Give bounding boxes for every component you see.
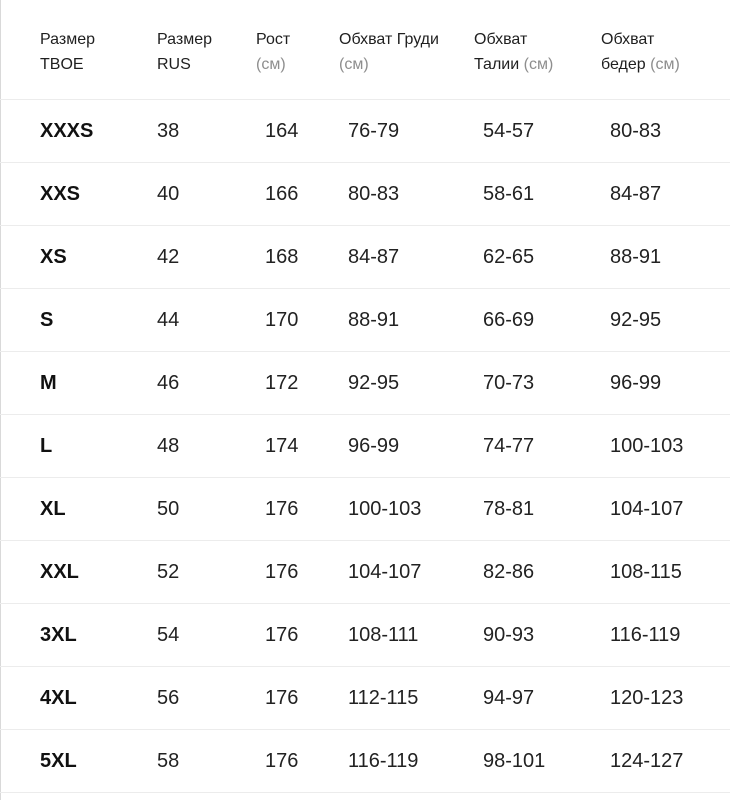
- cell-waist: 58-61: [483, 183, 535, 205]
- cell-size-tvoe: 3XL: [40, 624, 77, 646]
- cell-size-tvoe: L: [40, 435, 53, 457]
- cell-height: 176: [265, 561, 299, 583]
- table-row: [0, 352, 730, 415]
- header-line: Обхват: [474, 31, 528, 48]
- header-chest: [339, 27, 439, 77]
- table-row: [0, 667, 730, 730]
- cell-chest: 104-107: [348, 561, 422, 583]
- header-line: Размер: [157, 31, 212, 48]
- cell-waist: 66-69: [483, 309, 535, 331]
- header-line: TBOE: [40, 56, 84, 73]
- cell-height: 168: [265, 246, 299, 268]
- cell-size-tvoe: 5XL: [40, 750, 77, 772]
- cell-waist: 94-97: [483, 687, 535, 709]
- cell-hips: 120-123: [610, 687, 684, 709]
- cell-hips: 100-103: [610, 435, 684, 457]
- cell-size-rus: 48: [157, 435, 180, 457]
- header-unit: (см): [523, 56, 554, 73]
- cell-height: 170: [265, 309, 299, 331]
- header-line: Обхват: [601, 31, 655, 48]
- header-line: Обхват Груди: [339, 31, 439, 48]
- header-line: Рост: [256, 31, 291, 48]
- cell-size-rus: 38: [157, 120, 180, 142]
- cell-size-tvoe: XL: [40, 498, 66, 520]
- cell-waist: 74-77: [483, 435, 535, 457]
- cell-size-rus: 54: [157, 624, 180, 646]
- cell-chest: 92-95: [348, 372, 400, 394]
- header-hips: [601, 27, 680, 77]
- cell-size-rus: 44: [157, 309, 180, 331]
- table-row: [0, 289, 730, 352]
- cell-size-tvoe: 4XL: [40, 687, 77, 709]
- table-row: [0, 100, 730, 163]
- cell-hips: 92-95: [610, 309, 662, 331]
- cell-size-rus: 50: [157, 498, 180, 520]
- cell-chest: 96-99: [348, 435, 400, 457]
- cell-chest: 112-115: [348, 687, 419, 709]
- table-header-row: [0, 0, 730, 100]
- cell-size-tvoe: XXL: [40, 561, 79, 583]
- cell-height: 174: [265, 435, 299, 457]
- cell-hips: 104-107: [610, 498, 684, 520]
- cell-hips: 80-83: [610, 120, 662, 142]
- cell-waist: 70-73: [483, 372, 535, 394]
- header-unit: (см): [650, 56, 680, 73]
- header-size-rus: [157, 27, 212, 77]
- header-line: RUS: [157, 56, 191, 73]
- table-row: [0, 478, 730, 541]
- cell-waist: 98-101: [483, 750, 546, 772]
- cell-size-rus: 46: [157, 372, 180, 394]
- cell-chest: 80-83: [348, 183, 400, 205]
- cell-chest: 108-111: [348, 624, 419, 646]
- header-height: [256, 27, 290, 77]
- cell-size-rus: 42: [157, 246, 180, 268]
- header-waist: [474, 27, 553, 77]
- cell-height: 164: [265, 120, 299, 142]
- cell-height: 166: [265, 183, 299, 205]
- header-line: бедер: [601, 56, 651, 73]
- cell-hips: 116-119: [610, 624, 681, 646]
- header-unit: (см): [339, 56, 369, 73]
- cell-waist: 54-57: [483, 120, 535, 142]
- header-line: Размер: [40, 31, 95, 48]
- header-size-tvoe: [40, 27, 95, 77]
- cell-size-tvoe: XS: [40, 246, 67, 268]
- cell-waist: 78-81: [483, 498, 535, 520]
- cell-size-rus: 52: [157, 561, 180, 583]
- cell-height: 176: [265, 498, 299, 520]
- cell-height: 176: [265, 624, 299, 646]
- table-row: [0, 226, 730, 289]
- cell-waist: 62-65: [483, 246, 535, 268]
- cell-chest: 84-87: [348, 246, 400, 268]
- cell-size-rus: 56: [157, 687, 180, 709]
- cell-waist: 82-86: [483, 561, 535, 583]
- table-row: [0, 730, 730, 793]
- cell-height: 176: [265, 750, 299, 772]
- cell-size-tvoe: XXXS: [40, 120, 94, 142]
- table-row: [0, 415, 730, 478]
- table-row: [0, 541, 730, 604]
- cell-hips: 124-127: [610, 750, 684, 772]
- cell-size-rus: 40: [157, 183, 180, 205]
- cell-size-rus: 58: [157, 750, 180, 772]
- cell-size-tvoe: M: [40, 372, 57, 394]
- table-row: [0, 163, 730, 226]
- cell-hips: 96-99: [610, 372, 662, 394]
- cell-chest: 76-79: [348, 120, 400, 142]
- cell-waist: 90-93: [483, 624, 535, 646]
- header-line: Талии: [474, 56, 524, 73]
- cell-chest: 100-103: [348, 498, 422, 520]
- cell-chest: 88-91: [348, 309, 400, 331]
- cell-size-tvoe: S: [40, 309, 54, 331]
- table-row: [0, 604, 730, 667]
- cell-height: 172: [265, 372, 299, 394]
- cell-chest: 116-119: [348, 750, 419, 772]
- cell-hips: 84-87: [610, 183, 662, 205]
- cell-hips: 88-91: [610, 246, 662, 268]
- cell-size-tvoe: XXS: [40, 183, 81, 205]
- header-unit: (см): [256, 56, 286, 73]
- cell-hips: 108-115: [610, 561, 682, 583]
- cell-height: 176: [265, 687, 299, 709]
